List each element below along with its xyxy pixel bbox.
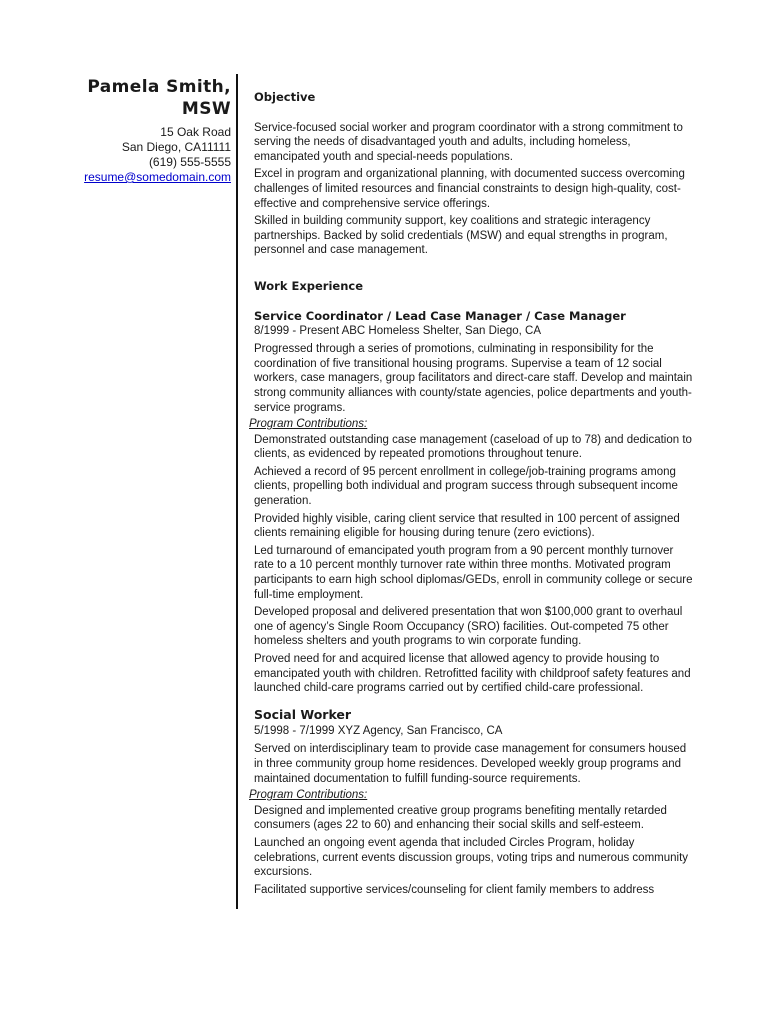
job-title: Service Coordinator / Lead Case Manager / Case Manager [254,308,626,323]
vertical-divider [236,74,238,909]
job-summary: Served on interdisciplinary team to provide case management for consumers housed in three community group home residences. Developed weekly group programs and maintained documentation to fulfill funding-source requirements. [254,743,687,785]
contribution-item: Launched an ongoing event agenda that included Circles Program, holiday celebrations, current events discussion groups, voting trips and numerous community excursions. [254,836,689,879]
job-entry [249,706,694,898]
job-dates-org: 5/1998 - 7/1999 XYZ Agency, San Francisco, CA [254,724,503,737]
candidate-name [60,76,231,120]
objective-section [254,121,694,258]
city-state-zip: San Diego, CA11111 [121,140,231,154]
objective-paragraph: Skilled in building community support, key coalitions and strategic interagency partnerships. Backed by solid credentials (MSW) and equal strengths in program, personnel and case management. [254,215,668,257]
name-line-1: Pamela Smith, [87,77,231,97]
contribution-item: Led turnaround of emancipated youth program from a 90 percent monthly turnover rate to a 10 percent monthly turnover rate within three months. Motivated program participants to earn high school diplomas/GEDs, enroll in community college or secure full-time employment. [254,544,693,601]
program-contributions-label: Program Contributions: [249,789,368,802]
contribution-item: Achieved a record of 95 percent enrollment in college/job-training programs among clients, propelling both individual and program success through subsequent income generation. [254,465,678,508]
address-line: 15 Oak Road [160,125,231,139]
job-dates-org: 8/1999 - Present ABC Homeless Shelter, San Diego, CA [254,324,542,337]
job-summary: Progressed through a series of promotions, culminating in responsibility for the coordination of five transitional housing programs. Supervise a team of 12 social workers, case managers, group facilitators and direct-care staff. Develop and maintain strong community alliances with county/state agencies, police departments and youth-service programs. [254,343,693,414]
program-contributions-label: Program Contributions: [249,418,368,431]
contact-block [60,76,231,185]
contribution-item: Provided highly visible, caring client service that resulted in 100 percent of assigned clients remaining eligible for housing during tenure (zero evictions). [254,512,680,540]
contribution-item: Proved need for and acquired license that allowed agency to provide housing to emancipated youth with children. Retrofitted facility with childproof safety features and launched child-care programs carried out by certified child-care professional. [254,653,691,695]
job-entry [249,308,694,696]
work-experience-heading: Work Experience [254,278,364,293]
objective-paragraph: Excel in program and organizational planning, with documented success overcoming challenges of limited resources and financial constraints to design high-quality, cost-effective and comprehensive service offerings. [254,168,685,210]
contribution-item: Facilitated supportive services/counseling for client family members to address [254,883,655,896]
job-title: Social Worker [254,706,352,722]
contribution-item: Designed and implemented creative group programs benefiting mentally retarded consumers (ages 22 to 60) and enhancing their social skills and self-esteem. [254,804,667,832]
name-line-2: MSW [181,99,231,119]
resume-body [249,90,694,897]
objective-heading: Objective [254,90,316,104]
email-link[interactable]: resume@somedomain.com [84,170,231,184]
contribution-item: Demonstrated outstanding case management (caseload of up to 78) and dedication to clients, as evidenced by repeated promotions throughout tenure. [254,433,692,461]
contact-details [60,125,231,185]
phone-number: (619) 555-5555 [148,155,231,169]
objective-paragraph: Service-focused social worker and program coordinator with a strong commitment to serving the needs of disadvantaged youth and adults, including homeless, emancipated youth and special-needs populations. [254,121,683,163]
contribution-item: Developed proposal and delivered presentation that won $100,000 grant to overhaul one of agency’s Single Room Occupancy (SRO) facilities. Out-competed 75 other homeless shelters and youth programs to win corporate funding. [254,606,683,648]
